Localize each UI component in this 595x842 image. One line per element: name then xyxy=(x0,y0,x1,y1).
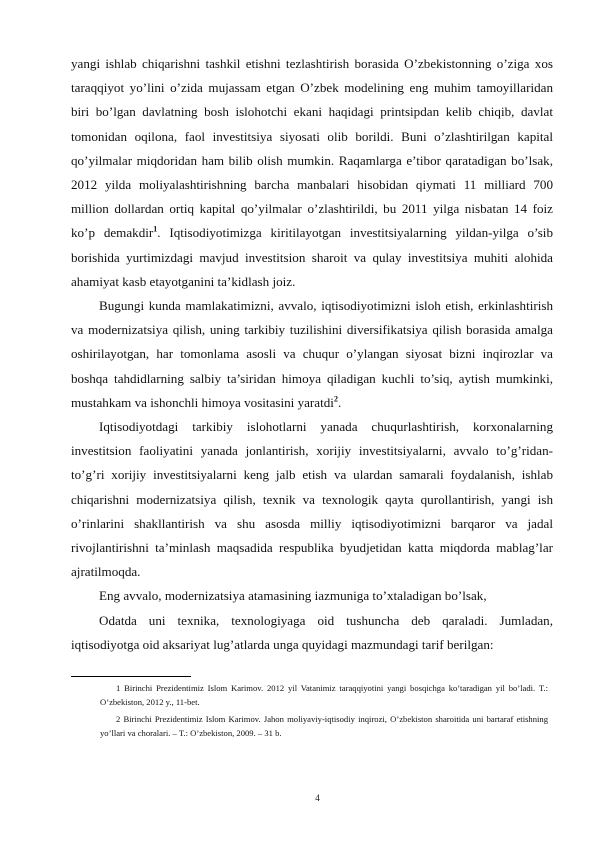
paragraph-1-continuation: . Iqtisodiyotimizga kiritilayotgan investitsiyalarning yildan-yilga o’sib borishida yurtimizdagi mavjud investitsion sharoit va qulay investitsiya muhiti alohida ahamiyat kasb etayotganini ta’kidlash joiz. xyxy=(71,225,553,289)
paragraph-2-continuation: . xyxy=(337,394,342,410)
page-number: 4 xyxy=(315,793,320,803)
paragraph-5: Odatda uni texnika, texnologiyaga oid tushuncha deb qaraladi. Jumladan, iqtisodiyotga oid aksariyat lug’atlarda unga quyidagi mazmundagi tarif berilgan: xyxy=(71,612,553,652)
footnotes xyxy=(100,681,548,743)
paragraph-1 xyxy=(71,52,553,294)
footnote-ref-1[interactable]: 1 xyxy=(153,225,158,235)
footnote-divider xyxy=(71,676,191,677)
page-body xyxy=(71,52,553,657)
paragraph-2-text: Bugungi kunda mamlakatimizni, avvalo, iqtisodiyotimizni isloh etish, erkinlashtirish va modernizatsiya qilish, uning tarkibiy tuzilishini diversifikatsiya qilish borasida amalga oshirilayotgan, har tomonlama asosli va chuqur o’ylangan siyosat bizni inqirozlar va boshqa tahdidlarning salbiy ta’siridan himoya qiladigan kuchli to’siq, aytish mumkinki, mustahkam va ishonchli himoya vositasini yaratdi xyxy=(71,298,553,410)
footnote-ref-2[interactable]: 2 xyxy=(333,394,338,404)
paragraph-3: Iqtisodiyotdagi tarkibiy islohotlarni yanada chuqurlashtirish, korxonalarning investitsion faoliyatini yanada jonlantirish, xorijiy investitsiyalarni, avvalo to’g’ridan-to’g’ri xorijiy investitsiyalarni keng jalb etish va ulardan samarali foydalanish, ishlab chiqarishni modernizatsiya qilish, texnik va texnologik qayta qurollantirish, yangi ish o’rinlarini shakllantirish va shu asosda milliy iqtisodiyotimizni barqaror va jadal rivojlantirishni ta’minlash maqsadida respublika byudjetidan katta miqdorda mablag’lar ajratilmoqda. xyxy=(71,419,553,580)
paragraph-1-text: yangi ishlab chiqarishni tashkil etishni tezlashtirish borasida O’zbekistonning o’ziga xos taraqqiyot yo’lini o’zida mujassam etgan O’zbek modelining eng muhim tamoyillaridan biri bo’lgan davlatning bosh islohotchi ekani haqidagi printsipdan kelib chiqib, davlat tomonidan oqilona, faol investitsiya siyosati olib borildi. Buni o’zlashtirilgan kapital qo’yilmalar miqdoridan ham bilib olish mumkin. Raqamlarga e’tibor qaratadigan bo’lsak, 2012 yilda moliyalashtirishning barcha manbalari hisobidan qiymati 11 milliard 700 million dollardan ortiq kapital qo’yilmalar o’zlashtirildi, bu 2011 yilga nisbatan 14 foiz ko’p demakdir xyxy=(71,56,553,241)
footnote-2: 2 Birinchi Prezidentimiz Islom Karimov. Jahon moliyaviy-iqtisodiy inqirozi, O’zbekiston sharoitida uni bartaraf etishning yo’llari va choralari. – T.: O’zbekiston, 2009. – 31 b. xyxy=(100,714,548,738)
footnote-1: 1 Birinchi Prezidentimiz Islom Karimov. 2012 yil Vatanimiz taraqqiyotini yangi bosqichga ko’taradigan yil bo’ladi. T.: O’zbekiston, 2012 y., 11-bet. xyxy=(100,683,548,707)
paragraph-2 xyxy=(71,294,553,415)
paragraph-4: Eng avvalo, modernizatsiya atamasining iazmuniga to’xtaladigan bo’lsak, xyxy=(99,588,487,604)
